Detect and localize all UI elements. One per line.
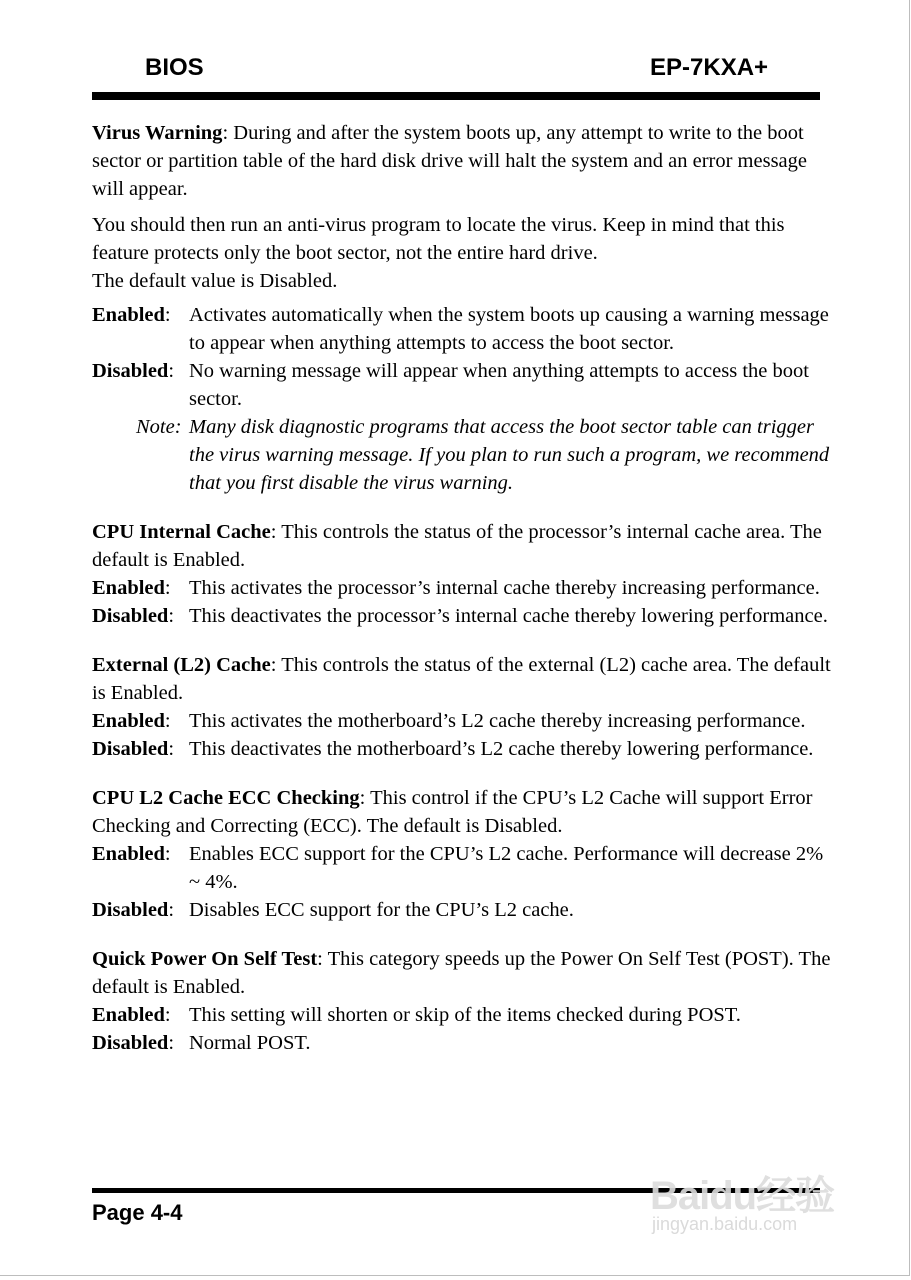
ecc-enabled: Enabled: Enables ECC support for the CPU’s L2 cache. Performance will decrease 2% ~ 4%. xyxy=(92,840,832,896)
enabled-label: Enabled xyxy=(92,577,165,599)
disabled-label: Disabled xyxy=(92,360,169,382)
virus-intro xyxy=(92,119,832,203)
ecc-disabled: Disabled: Disables ECC support for the CPU’s L2 cache. xyxy=(92,896,832,924)
l2-cache-intro-text: : This controls the status of the external (L2) cache area. The default is Enabled. xyxy=(92,654,831,704)
enabled-label: Enabled xyxy=(92,710,165,732)
section-quick-post xyxy=(92,945,832,1057)
section-external-l2-cache xyxy=(92,651,832,763)
disabled-desc: This deactivates the motherboard’s L2 cache thereby lowering performance. xyxy=(189,738,814,760)
disabled-desc: Normal POST. xyxy=(189,1032,311,1054)
note-label: Note: xyxy=(136,416,182,438)
ecc-term: CPU L2 Cache ECC Checking xyxy=(92,787,360,809)
virus-intro-text: : During and after the system boots up, any attempt to write to the boot sector or partition table of the hard disk drive will halt the system and an error message will appear. xyxy=(92,122,808,200)
page-number: Page 4-4 xyxy=(92,1200,183,1225)
disabled-label: Disabled xyxy=(92,738,169,760)
watermark-url: jingyan.baidu.com xyxy=(652,1214,798,1234)
enabled-label: Enabled xyxy=(92,843,165,865)
virus-default: The default value is Disabled. xyxy=(92,270,338,292)
virus-term: Virus Warning xyxy=(92,122,223,144)
ecc-intro xyxy=(92,784,832,840)
enabled-desc: This activates the processor’s internal cache thereby increasing performance. xyxy=(189,577,820,599)
cpu-cache-intro xyxy=(92,518,832,574)
cpu-cache-intro-text: : This controls the status of the processor’s internal cache area. The default is Enabled. xyxy=(92,521,822,571)
ecc-intro-text: : This control if the CPU’s L2 Cache will support Error Checking and Correcting (ECC). The default is Disabled. xyxy=(92,787,813,837)
note-text: Many disk diagnostic programs that access the boot sector table can trigger the virus warning message. If you plan to run such a program, we recommend that you first disable the virus warning. xyxy=(189,416,830,494)
post-intro xyxy=(92,945,832,1001)
disabled-label: Disabled xyxy=(92,605,169,627)
cpu-cache-disabled: Disabled: This deactivates the processor’s internal cache thereby lowering performance. xyxy=(92,602,832,630)
section-cpu-internal-cache xyxy=(92,518,832,630)
page-content xyxy=(92,119,832,1057)
header-title: BIOS xyxy=(145,54,204,81)
enabled-desc: Enables ECC support for the CPU’s L2 cache. Performance will decrease 2% ~ 4%. xyxy=(189,843,824,893)
baidu-watermark xyxy=(642,1152,862,1244)
disabled-desc: No warning message will appear when anything attempts to access the boot sector. xyxy=(189,360,809,410)
cpu-cache-enabled: Enabled: This activates the processor’s internal cache thereby increasing performance. xyxy=(92,574,832,602)
disabled-desc: This deactivates the processor’s internal cache thereby lowering performance. xyxy=(189,605,828,627)
post-term: Quick Power On Self Test xyxy=(92,948,318,970)
post-intro-text: : This category speeds up the Power On Self Test (POST). The default is Enabled. xyxy=(92,948,831,998)
disabled-desc: Disables ECC support for the CPU’s L2 cache. xyxy=(189,899,574,921)
virus-para2: You should then run an anti-virus program to locate the virus. Keep in mind that this feature protects only the boot sector, not the entire hard drive. xyxy=(92,214,785,264)
post-enabled: Enabled: This setting will shorten or skip of the items checked during POST. xyxy=(92,1001,832,1029)
disabled-label: Disabled xyxy=(92,1032,169,1054)
enabled-label: Enabled xyxy=(92,1004,165,1026)
l2-cache-enabled: Enabled: This activates the motherboard’s L2 cache thereby increasing performance. xyxy=(92,707,832,735)
enabled-label: Enabled xyxy=(92,304,165,326)
enabled-desc: This activates the motherboard’s L2 cache thereby increasing performance. xyxy=(189,710,806,732)
enabled-desc: This setting will shorten or skip of the items checked during POST. xyxy=(189,1004,741,1026)
section-ecc-checking xyxy=(92,784,832,924)
l2-cache-intro xyxy=(92,651,832,707)
l2-cache-disabled: Disabled: This deactivates the motherboard’s L2 cache thereby lowering performance. xyxy=(92,735,832,763)
section-virus-warning xyxy=(92,119,832,497)
watermark-logo: Baidu经验 xyxy=(650,1174,835,1218)
virus-note xyxy=(92,413,832,497)
header-model: EP-7KXA+ xyxy=(650,54,769,81)
virus-enabled: Enabled: Activates automatically when the system boots up causing a warning message to appear when anything attempts to access the boot sector. xyxy=(92,301,832,357)
header-rule xyxy=(92,92,820,100)
l2-cache-term: External (L2) Cache xyxy=(92,654,271,676)
disabled-label: Disabled xyxy=(92,899,169,921)
enabled-desc: Activates automatically when the system boots up causing a warning message to appear when anything attempts to access the boot sector. xyxy=(189,304,829,354)
virus-disabled: Disabled: No warning message will appear when anything attempts to access the boot sector. xyxy=(92,357,832,413)
cpu-cache-term: CPU Internal Cache xyxy=(92,521,271,543)
post-disabled: Disabled: Normal POST. xyxy=(92,1029,832,1057)
